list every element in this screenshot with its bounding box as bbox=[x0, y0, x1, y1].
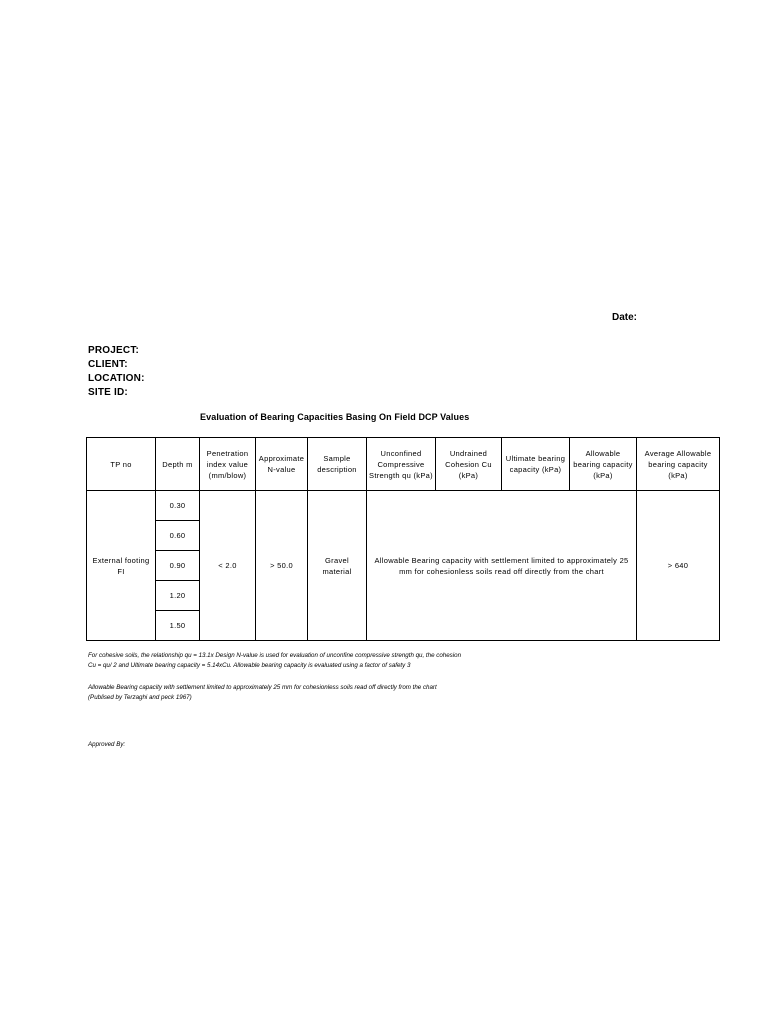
col-header-undrained-cohesion: Undrained Cohesion Cu (kPa) bbox=[436, 438, 502, 491]
col-header-average-allowable: Average Allowable bearing capacity (kPa) bbox=[637, 438, 720, 491]
depth-cell: 0.30 bbox=[156, 491, 200, 521]
col-header-depth: Depth m bbox=[156, 438, 200, 491]
note-line: For cohesive soils, the relationship qu = 13.1x Design N-value is used for evaluation of unconfine compressive strength qu, the cohesion bbox=[88, 652, 462, 659]
approved-by-label: Approved By: bbox=[88, 741, 126, 748]
sample-description-cell: Gravel material bbox=[308, 491, 367, 641]
merged-note-cell: Allowable Bearing capacity with settlement limited to approximately 25 mm for cohesionless soils read off directly from the chart bbox=[367, 491, 637, 641]
date-label: Date: bbox=[612, 312, 638, 323]
cohesive-soils-note bbox=[88, 651, 461, 671]
depth-cell: 1.50 bbox=[156, 611, 200, 641]
tp-no-cell: External footing FI bbox=[87, 491, 156, 641]
note-line: Cu = qu/ 2 and Ultimate bearing capacity = 5.14xCu. Allowable bearing capacity is evaluated using a factor of safety 3 bbox=[88, 662, 411, 669]
col-header-sample-description: Sample description bbox=[308, 438, 367, 491]
col-header-unconfined-strength: Unconfined Compressive Strength qu (kPa) bbox=[367, 438, 436, 491]
depth-cell: 0.60 bbox=[156, 521, 200, 551]
table-header-row bbox=[87, 438, 720, 491]
cohesionless-soils-note bbox=[88, 683, 437, 703]
note-line: Allowable Bearing capacity with settlement limited to approximately 25 mm for cohesionless soils read off directly from the chart bbox=[88, 684, 437, 691]
document-title: Evaluation of Bearing Capacities Basing On Field DCP Values bbox=[200, 412, 470, 422]
project-label: PROJECT: bbox=[88, 345, 140, 356]
col-header-ultimate-bearing: Ultimate bearing capacity (kPa) bbox=[502, 438, 570, 491]
penetration-index-cell: < 2.0 bbox=[200, 491, 256, 641]
location-label: LOCATION: bbox=[88, 373, 145, 384]
col-header-n-value: Approximate N-value bbox=[256, 438, 308, 491]
table-row bbox=[87, 491, 720, 521]
n-value-cell: > 50.0 bbox=[256, 491, 308, 641]
site-id-label: SITE ID: bbox=[88, 387, 128, 398]
note-line: (Publised by Terzaghi and peck 1967) bbox=[88, 694, 192, 701]
col-header-allowable-bearing: Allowable bearing capacity (kPa) bbox=[570, 438, 637, 491]
depth-cell: 1.20 bbox=[156, 581, 200, 611]
client-label: CLIENT: bbox=[88, 359, 128, 370]
col-header-tp-no: TP no bbox=[87, 438, 156, 491]
col-header-penetration-index: Penetration index value (mm/blow) bbox=[200, 438, 256, 491]
average-allowable-cell: > 640 bbox=[637, 491, 720, 641]
bearing-capacity-table bbox=[86, 437, 720, 641]
depth-cell: 0.90 bbox=[156, 551, 200, 581]
